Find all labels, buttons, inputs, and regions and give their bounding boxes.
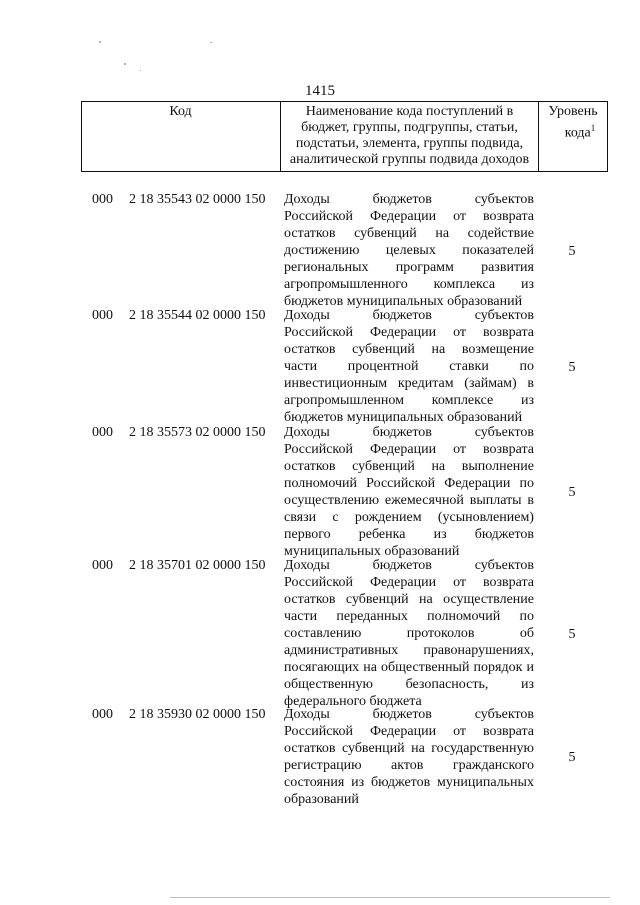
budget-code: 2 18 35544 02 0000 150 (129, 308, 266, 323)
income-name-line (284, 757, 534, 774)
income-name-line: федерального бюджета (284, 694, 422, 709)
word: от (453, 209, 466, 224)
admin-code: 000 (92, 425, 113, 440)
word: составлению (284, 626, 362, 641)
scan-speck (99, 41, 101, 43)
income-name-line: образований (284, 792, 359, 807)
word: по (519, 476, 534, 491)
word: возврата (482, 442, 534, 457)
word: субъектов (474, 308, 534, 323)
word: общественную (284, 677, 373, 692)
table-header (81, 101, 608, 172)
word: содействие (467, 226, 534, 241)
income-name-line (284, 424, 534, 441)
income-name-line: бюджетов муниципальных образований (284, 294, 523, 309)
word: субъектов (474, 192, 534, 207)
income-name-line (284, 706, 534, 723)
word: Федерации (369, 209, 437, 224)
word: бюджетов (474, 527, 534, 542)
word: Российской (284, 724, 353, 739)
word: на (411, 741, 425, 756)
word: ставки (449, 359, 489, 374)
word: Доходы (284, 707, 330, 722)
income-name-line (284, 659, 534, 676)
income-name-line (284, 774, 534, 791)
income-name-line (284, 324, 534, 341)
income-name-line (284, 676, 534, 693)
budget-code: 2 18 35573 02 0000 150 (129, 425, 266, 440)
word: целевых (385, 243, 436, 258)
word: от (453, 575, 466, 590)
word: Доходы (284, 192, 330, 207)
page-number: 1415 (305, 83, 335, 99)
word: субвенций (341, 741, 405, 756)
word: бюджетов (372, 558, 432, 573)
admin-code: 000 (92, 192, 113, 207)
word: выплаты (469, 493, 522, 508)
income-name-line (284, 608, 534, 625)
word: Доходы (284, 425, 330, 440)
header-name-line: аналитической группы подвида доходов (289, 152, 530, 167)
word: развития (481, 260, 534, 275)
word: возврата (482, 325, 534, 340)
word: остатков (284, 459, 336, 474)
word: бюджетов (370, 775, 431, 790)
income-name-line (284, 441, 534, 458)
word: правонарушениях, (423, 643, 534, 658)
word: Федерации (369, 575, 437, 590)
word: возврата (482, 209, 534, 224)
word: субвенций (345, 592, 409, 607)
word: государственную (431, 741, 534, 756)
admin-code: 000 (92, 558, 113, 573)
word: административных (284, 643, 399, 658)
word: полномочий (284, 476, 358, 491)
word: субъектов (474, 707, 534, 722)
word: Федерации (369, 442, 437, 457)
income-name-line (284, 740, 534, 757)
word: комплекса (433, 277, 496, 292)
income-name-line: муниципальных образований (284, 544, 460, 559)
header-level-line (539, 120, 607, 142)
header-name-line: подстатьи, элемента, группы подвида, (295, 136, 524, 151)
income-name-line (284, 358, 534, 375)
income-name (284, 557, 534, 710)
income-name-line (284, 557, 534, 574)
income-name-line (284, 574, 534, 591)
admin-code: 000 (92, 707, 113, 722)
income-name (284, 191, 534, 310)
word: муниципальных (437, 775, 534, 790)
word: осуществление (443, 592, 534, 607)
word: части (284, 359, 318, 374)
word: кредитам (397, 376, 454, 391)
word: инвестиционным (284, 376, 388, 391)
word: связи (284, 510, 317, 525)
income-name-line (284, 191, 534, 208)
income-name-line (284, 642, 534, 659)
word: и (526, 660, 534, 675)
word: остатков (284, 741, 336, 756)
income-name-line (284, 276, 534, 293)
word: агропромышленного (284, 277, 408, 292)
word: субъектов (474, 425, 534, 440)
header-level-label (539, 104, 607, 142)
header-right-border (607, 101, 608, 172)
word: бюджетов (372, 192, 432, 207)
header-bottom-border (81, 171, 608, 172)
word: Российской (284, 209, 353, 224)
word: актов (391, 758, 424, 773)
word: по (519, 359, 534, 374)
word: Федерации (369, 325, 437, 340)
word: переданных (336, 609, 408, 624)
word: Доходы (284, 308, 330, 323)
word: Российской (284, 325, 353, 340)
word: показателей (462, 243, 534, 258)
income-name-line (284, 625, 534, 642)
footnote-mark: 1 (590, 123, 596, 133)
word: первого (284, 527, 331, 542)
word: из (520, 277, 534, 292)
word: ежемесячной (384, 493, 464, 508)
header-name-line: бюджет, группы, подгруппы, статьи, (301, 120, 518, 135)
word: на (363, 660, 377, 675)
income-name-line: бюджетов муниципальных образований (284, 410, 523, 425)
income-name-line (284, 208, 534, 225)
word: Федерации (444, 476, 511, 491)
word: части (284, 609, 318, 624)
scan-speck (140, 70, 141, 71)
admin-code: 000 (92, 308, 113, 323)
word: безопасность, (405, 677, 489, 692)
word: регистрацию (284, 758, 362, 773)
scan-bottom-edge (170, 897, 610, 898)
income-name-line (284, 591, 534, 608)
word: из (520, 677, 534, 692)
word: гражданского (452, 758, 534, 773)
word: осуществлению (284, 493, 380, 508)
income-name-line (284, 259, 534, 276)
header-code-label: Код (169, 104, 192, 119)
word: в (527, 493, 534, 508)
word: из (351, 775, 365, 790)
income-name (284, 706, 534, 808)
word: (займам) (464, 376, 517, 391)
word: программ (395, 260, 454, 275)
word: состояния (284, 775, 345, 790)
word: из (433, 527, 447, 542)
header-level-line: Уровень (548, 104, 598, 119)
header-top-border (81, 101, 608, 102)
word: из (520, 393, 534, 408)
header-name-line: Наименование кода поступлений в (305, 104, 514, 119)
word: комплексе (431, 393, 494, 408)
code-level: 5 (568, 360, 576, 375)
word: бюджетов (372, 308, 432, 323)
scan-speck (124, 63, 126, 65)
word: субъектов (474, 558, 534, 573)
word: Российской (284, 442, 353, 457)
code-level: 5 (568, 244, 576, 259)
income-name-line (284, 225, 534, 242)
word: Федерации (369, 724, 437, 739)
word: выполнение (461, 459, 534, 474)
income-name (284, 307, 534, 426)
word: рождением (354, 510, 422, 525)
word: региональных (284, 260, 369, 275)
word: об (519, 626, 534, 641)
code-level: 5 (568, 485, 576, 500)
income-name-line (284, 723, 534, 740)
word: на (431, 342, 446, 357)
word: по (519, 609, 534, 624)
word: субвенций (352, 459, 415, 474)
word: бюджетов (372, 425, 432, 440)
scan-speck (210, 42, 212, 43)
word: на (419, 592, 433, 607)
header-name-label (281, 104, 538, 168)
income-name-line (284, 307, 534, 324)
word: субвенций (354, 226, 417, 241)
word: (усыновлением) (437, 510, 534, 525)
income-name-line (284, 392, 534, 409)
code-level: 5 (568, 627, 576, 642)
word: с (332, 510, 339, 525)
word: Российской (284, 575, 353, 590)
word: Доходы (284, 558, 330, 573)
income-name (284, 424, 534, 560)
income-name-line (284, 526, 534, 543)
word: на (431, 459, 446, 474)
word: общественный (381, 660, 470, 675)
word: посягающих (284, 660, 360, 675)
code-level: 5 (568, 750, 576, 765)
word: возврата (482, 575, 534, 590)
word: остатков (284, 592, 336, 607)
word: возмещение (461, 342, 534, 357)
income-name-line (284, 509, 534, 526)
word: остатков (284, 342, 336, 357)
income-name-line (284, 492, 534, 509)
income-name-line (284, 458, 534, 475)
word: ребенка (358, 527, 406, 542)
word: от (453, 724, 466, 739)
word: протоколов (406, 626, 475, 641)
header-level-word: кода (564, 125, 591, 141)
word: возврата (482, 724, 534, 739)
word: процентной (347, 359, 419, 374)
budget-code: 2 18 35701 02 0000 150 (129, 558, 266, 573)
budget-code: 2 18 35930 02 0000 150 (129, 707, 266, 722)
word: достижению (284, 243, 360, 258)
income-name-line (284, 341, 534, 358)
income-name-line (284, 375, 534, 392)
word: остатков (284, 226, 336, 241)
income-name-line (284, 475, 534, 492)
income-name-line (284, 242, 534, 259)
word: агропромышленном (284, 393, 405, 408)
word: порядок (473, 660, 523, 675)
word: в (527, 376, 534, 391)
word: бюджетов (372, 707, 432, 722)
word: Российской (366, 476, 436, 491)
word: от (453, 442, 466, 457)
budget-code: 2 18 35543 02 0000 150 (129, 192, 266, 207)
word: субвенций (352, 342, 415, 357)
word: от (453, 325, 466, 340)
word: на (435, 226, 450, 241)
word: полномочий (427, 609, 501, 624)
